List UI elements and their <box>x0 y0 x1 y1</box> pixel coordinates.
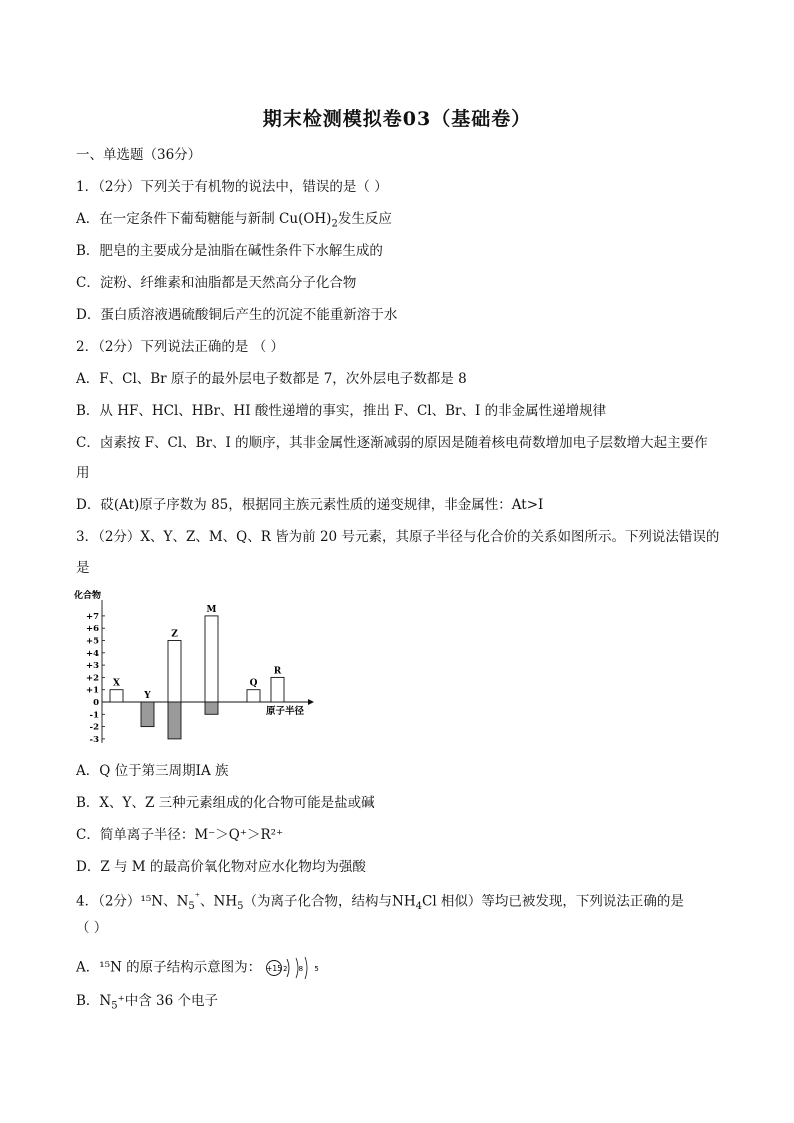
q3-stem-continued: 是 <box>76 560 90 576</box>
q2-option-a: A．F、Cl、Br 原子的最外层电子数都是 7，次外层电子数都是 8 <box>76 371 467 387</box>
bar-positive-Z <box>168 641 181 703</box>
bar-positive-M <box>205 616 218 702</box>
bar-label-R: R <box>273 666 282 677</box>
bar-label-Y: Y <box>144 691 151 701</box>
y-tick-label: +2 <box>85 673 99 684</box>
q2-option-c: C．卤素按 F、Cl、Br、I 的顺序，其非金属性逐渐减弱的原因是随着核电荷数增加电子层数增大起主要作 <box>76 435 708 451</box>
q2-option-b: B．从 HF、HCl、HBr、HI 酸性递增的事实，推出 F、Cl、Br、I 的非金属性递增规律 <box>76 403 607 419</box>
y-tick-label: -2 <box>89 722 99 733</box>
q1-option-d: D．蛋白质溶液遇硫酸铜后产生的沉淀不能重新溶于水 <box>76 307 398 323</box>
q1-option-c: C．淀粉、纤维素和油脂都是天然高分子化合物 <box>76 275 357 291</box>
y-tick-label: -3 <box>89 734 99 745</box>
bar-negative-Z <box>168 702 181 739</box>
nucleus-label: +15 <box>266 964 283 973</box>
x-axis-label: 原子半径 <box>266 706 305 717</box>
q4-option-b-text: B．N <box>76 993 112 1009</box>
subscript: 5 <box>237 901 244 913</box>
y-tick-label: +6 <box>85 624 99 635</box>
bar-negative-M <box>205 702 218 714</box>
q4-stem-mid: （为离子化合物，结构与NH <box>243 893 416 910</box>
bar-label-X: X <box>113 678 120 689</box>
q1-option-a <box>76 210 392 234</box>
superscript: ⁺ <box>194 892 201 903</box>
y-tick-label: +5 <box>85 636 99 647</box>
chart-svg <box>72 586 322 754</box>
q4-option-b-text-end: ⁺中含 36 个电子 <box>117 993 218 1009</box>
bar-positive-R <box>271 677 284 702</box>
q4-option-b <box>76 992 218 1016</box>
q4-stem-end: Cl 相似）等均已被发现，下列说法正确的是 <box>421 893 684 910</box>
bar-positive-X <box>110 690 123 702</box>
y-tick-label: +3 <box>85 661 99 672</box>
q3-option-a: A．Q 位于第三周期ⅠA 族 <box>76 763 229 779</box>
q1-option-b: B．肥皂的主要成分是油脂在碱性条件下水解生成的 <box>76 243 383 259</box>
y-axis-label: 化合物 <box>74 591 102 601</box>
q2-option-c-continued: 用 <box>76 465 90 481</box>
q4-stem <box>76 889 684 916</box>
q4-option-a-text: A．¹⁵N 的原子结构示意图为： <box>76 959 262 976</box>
q1-stem: 1．（2分）下列关于有机物的说法中，错误的是（ ） <box>76 179 388 195</box>
y-tick-label: +7 <box>85 611 99 622</box>
y-tick-label: -1 <box>89 710 99 721</box>
shell-electrons: 2 8 5 <box>283 965 324 973</box>
q3-option-c: C．简单离子半径：M⁻＞Q⁺＞R²⁺ <box>76 827 284 843</box>
y-tick-label: +4 <box>85 648 99 659</box>
subscript: 2 <box>331 218 338 230</box>
atom-structure-diagram <box>265 956 325 980</box>
radius-valence-chart <box>72 586 322 758</box>
bar-positive-Q <box>247 690 260 702</box>
q3-option-b: B．X、Y、Z 三种元素组成的化合物可能是盐或碱 <box>76 795 375 811</box>
q4-stem-n15: ¹⁵N、N <box>140 893 189 910</box>
q3-option-d: D．Z 与 M 的最高价氧化物对应水化物均为强酸 <box>76 859 366 875</box>
subscript: 5 <box>188 901 195 913</box>
y-tick-label: 0 <box>93 698 99 708</box>
y-tick-label: +1 <box>85 685 99 696</box>
q2-stem: 2．（2分）下列说法正确的是 （ ） <box>76 339 285 355</box>
bar-label-Q: Q <box>249 678 258 689</box>
bar-label-M: M <box>206 604 217 615</box>
q4-option-a <box>76 956 325 980</box>
q1-option-a-text-end: 发生反应 <box>337 211 392 227</box>
q4-stem-continued: （ ） <box>76 920 108 936</box>
q2-option-d: D．砹(At)原子序数为 85，根据同主族元素性质的递变规律，非金属性：At>I <box>76 497 544 513</box>
q4-stem-nh5: 、NH <box>200 893 238 910</box>
bar-label-Z: Z <box>171 629 178 640</box>
subscript: 5 <box>111 1000 118 1012</box>
page-title: 期末检测模拟卷03（基础卷） <box>262 108 532 130</box>
q1-option-a-text: A．在一定条件下葡萄糖能与新制 Cu(OH) <box>76 211 332 227</box>
q3-stem: 3．（2分）X、Y、Z、M、Q、R 皆为前 20 号元素，其原子半径与化合价的关系如图所示。下列说法错误的 <box>76 529 720 545</box>
x-axis-arrow <box>308 699 314 705</box>
subscript: 4 <box>415 901 422 913</box>
q4-stem-prefix: 4．（2分） <box>76 893 141 910</box>
bar-negative-Y <box>141 702 154 727</box>
section-heading: 一、单选题（36分） <box>76 147 202 163</box>
